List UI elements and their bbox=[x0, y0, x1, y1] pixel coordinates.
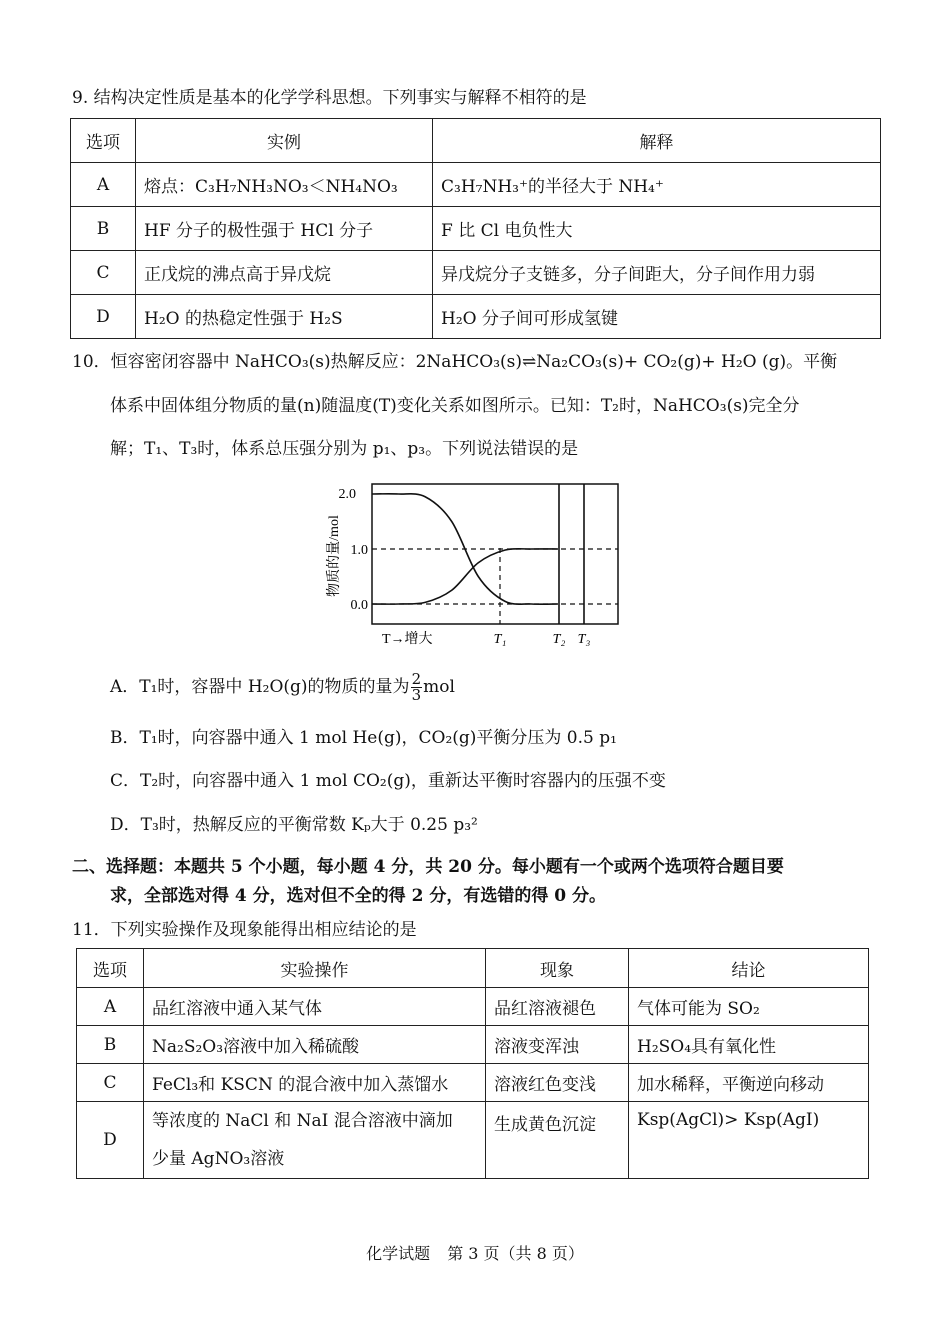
q9-row-b-option: B bbox=[71, 207, 136, 251]
q9-header-option: 选项 bbox=[71, 119, 136, 163]
q11-row-a bbox=[77, 988, 869, 1026]
q9-row-a-fact: 熔点：C₃H₇NH₃NO₃＜NH₄NO₃ bbox=[136, 163, 433, 207]
q11-row-b-operation: Na₂S₂O₃溶液中加入稀硫酸 bbox=[144, 1026, 486, 1064]
y-axis-label: 物质的量/mol bbox=[327, 515, 342, 597]
q11-row-c bbox=[77, 1064, 869, 1102]
footer-subject: 化学试题 bbox=[366, 1244, 431, 1263]
q11-row-a-option: A bbox=[77, 988, 144, 1026]
q9-row-c-fact: 正戊烷的沸点高于异戊烷 bbox=[136, 251, 433, 295]
q11-row-b-conclusion: H₂SO₄具有氧化性 bbox=[629, 1026, 869, 1064]
q9-row-d-reason: H₂O 分子间可形成氢键 bbox=[433, 295, 881, 339]
q9-row-b bbox=[71, 207, 881, 251]
q11-row-a-observation: 品红溶液褪色 bbox=[486, 988, 629, 1026]
q11-row-a-operation: 品红溶液中通入某气体 bbox=[144, 988, 486, 1026]
q9-row-a-reason: C₃H₇NH₃⁺的半径大于 NH₄⁺ bbox=[433, 163, 881, 207]
q11-header-conclusion: 结论 bbox=[629, 949, 869, 988]
q11-row-d-conclusion: Ksp(AgCl)> Ksp(AgI) bbox=[629, 1102, 869, 1179]
q11-row-c-conclusion: 加水稀释，平衡逆向移动 bbox=[629, 1064, 869, 1102]
x-axis-label: T→增大 bbox=[382, 632, 433, 647]
q9-row-c bbox=[71, 251, 881, 295]
q9-row-a-option: A bbox=[71, 163, 136, 207]
q9-stem: 9. 结构决定性质是基本的化学学科思想。下列事实与解释不相符的是 bbox=[72, 88, 587, 108]
q9-header-reason: 解释 bbox=[433, 119, 881, 163]
q11-header-operation: 实验操作 bbox=[144, 949, 486, 988]
series-line-1 bbox=[372, 549, 558, 604]
q11-row-d bbox=[77, 1102, 869, 1179]
fraction bbox=[411, 672, 423, 703]
q11-row-d-operation-line1: 等浓度的 NaCl 和 NaI 混合溶液中滴加 bbox=[152, 1111, 453, 1131]
q11-table bbox=[76, 948, 869, 1179]
x-mark-t1: T₁ bbox=[493, 632, 507, 647]
q9-row-b-fact: HF 分子的极性强于 HCl 分子 bbox=[136, 207, 433, 251]
footer-page-number: 第 3 页（共 8 页） bbox=[447, 1244, 584, 1263]
q11-row-d-operation bbox=[144, 1102, 486, 1179]
q9-row-d bbox=[71, 295, 881, 339]
q11-row-a-conclusion: 气体可能为 SO₂ bbox=[629, 988, 869, 1026]
q11-row-d-option: D bbox=[77, 1102, 144, 1179]
q10-chart bbox=[320, 476, 630, 650]
q11-header-option: 选项 bbox=[77, 949, 144, 988]
q10-option-d: D．T₃时，热解反应的平衡常数 Kₚ大于 0.25 p₃² bbox=[110, 815, 478, 835]
q9-row-c-reason: 异戊烷分子支链多，分子间距大，分子间作用力弱 bbox=[433, 251, 881, 295]
x-mark-t3: T₃ bbox=[577, 632, 591, 647]
q9-header-row bbox=[71, 119, 881, 163]
fraction-numerator: 2 bbox=[411, 670, 422, 688]
q10-option-a-text: A．T₁时，容器中 H₂O(g)的物质的量为 bbox=[110, 677, 410, 697]
q9-row-a bbox=[71, 163, 881, 207]
q11-header-row bbox=[77, 949, 869, 988]
q10-line1: 10．恒容密闭容器中 NaHCO₃(s)热解反应：2NaHCO₃(s)⇌Na₂CO₃(s)+ CO₂(g)+ H₂O (g)。平衡 bbox=[72, 352, 838, 372]
q9-table bbox=[70, 118, 881, 339]
q11-row-c-observation: 溶液红色变浅 bbox=[486, 1064, 629, 1102]
q11-header-observation: 现象 bbox=[486, 949, 629, 988]
q11-row-c-operation: FeCl₃和 KSCN 的混合液中加入蒸馏水 bbox=[144, 1064, 486, 1102]
q11-row-c-option: C bbox=[77, 1064, 144, 1102]
q10-option-a-unit: mol bbox=[423, 677, 455, 697]
q10-option-c: C．T₂时，向容器中通入 1 mol CO₂(g)，重新达平衡时容器内的压强不变 bbox=[110, 771, 666, 791]
q10-option-b: B．T₁时，向容器中通入 1 mol He(g)，CO₂(g)平衡分压为 0.5 p₁ bbox=[110, 728, 617, 748]
q11-row-d-observation: 生成黄色沉淀 bbox=[486, 1102, 629, 1179]
q9-row-d-fact: H₂O 的热稳定性强于 H₂S bbox=[136, 295, 433, 339]
q9-row-d-option: D bbox=[71, 295, 136, 339]
q11-row-d-operation-line2: 少量 AgNO₃溶液 bbox=[152, 1149, 285, 1169]
q11-row-b bbox=[77, 1026, 869, 1064]
x-mark-t2: T₂ bbox=[552, 632, 566, 647]
q11-row-b-option: B bbox=[77, 1026, 144, 1064]
y-tick-1: 1.0 bbox=[350, 543, 368, 558]
q10-line2: 体系中固体组分物质的量(n)随温度(T)变化关系如图所示。已知：T₂时，NaHCO₃(s)完全分 bbox=[110, 396, 800, 416]
section2-line2: 求，全部选对得 4 分，选对但不全的得 2 分，有选错的得 0 分。 bbox=[110, 886, 606, 906]
y-tick-2: 2.0 bbox=[338, 487, 356, 502]
q11-stem: 11．下列实验操作及现象能得出相应结论的是 bbox=[72, 920, 417, 940]
q9-header-fact: 实例 bbox=[136, 119, 433, 163]
fraction-denominator: 3 bbox=[411, 686, 422, 704]
q11-row-b-observation: 溶液变浑浊 bbox=[486, 1026, 629, 1064]
page-footer bbox=[0, 1241, 950, 1264]
q10-line3: 解；T₁、T₃时，体系总压强分别为 p₁、p₃。下列说法错误的是 bbox=[110, 439, 579, 459]
section2-line1: 二、选择题：本题共 5 个小题，每小题 4 分，共 20 分。每小题有一个或两个选项符合题目要 bbox=[72, 857, 784, 877]
q10-option-a bbox=[110, 672, 455, 703]
q9-row-c-option: C bbox=[71, 251, 136, 295]
y-tick-0: 0.0 bbox=[350, 598, 368, 613]
q9-row-b-reason: F 比 Cl 电负性大 bbox=[433, 207, 881, 251]
